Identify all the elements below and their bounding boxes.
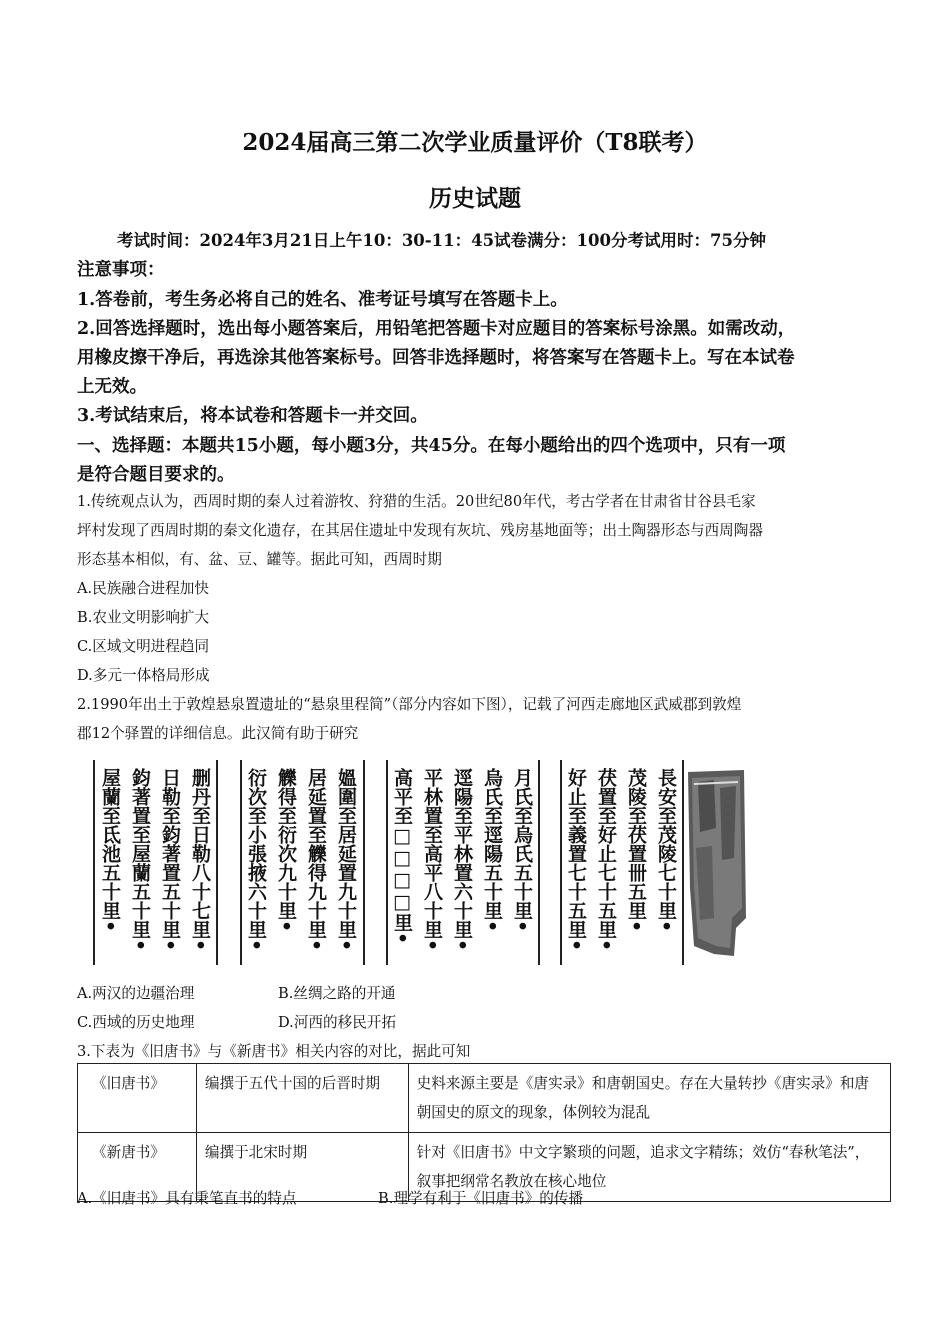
comparison-table <box>77 1063 891 1202</box>
exam-title: 2024届高三第二次学业质量评价（T8联考） <box>242 129 708 156</box>
slip-divider <box>240 760 242 965</box>
slip-column: 月氏至烏氏五十里• <box>511 768 533 933</box>
slip-column: 日勒至鈞著置五十里• <box>159 768 181 952</box>
table-cell: 针对《旧唐书》中文字繁琐的问题，追求文字精练；效仿“春秋笔法”，叙事把纲常名教放在核心地位 <box>408 1133 890 1202</box>
option-a: A.《旧唐书》具有秉笔直书的特点 <box>77 1190 297 1207</box>
section-heading: 是符合题目要求的。 <box>77 465 235 485</box>
table-cell: 《新唐书》 <box>78 1133 197 1202</box>
section-heading: 一、选择题：本题共15小题，每小题3分，共45分。在每小题给出的四个选项中，只有一项 <box>77 436 786 456</box>
question-text: 形态基本相似，有、盆、豆、罐等。据此可知，西周时期 <box>77 551 442 568</box>
table-cell: 史料来源主要是《唐实录》和唐朝国史。存在大量转抄《唐实录》和唐朝国史的原文的现象，体例较为混乱 <box>408 1064 890 1133</box>
bamboo-slip-figure <box>88 760 858 970</box>
notice-item: 2.回答选择题时，选出每小题答案后，用铅笔把答题卡对应题目的答案标号涂黑。如需改动， <box>77 319 796 339</box>
notice-item: 3.考试结束后，将本试卷和答题卡一并交回。 <box>77 406 428 426</box>
option-b: B.理学有利于《旧唐书》的传播 <box>378 1190 584 1207</box>
slip-column: 媼圍至居延置九十里• <box>335 768 357 952</box>
option-a: A.民族融合进程加快 <box>77 580 209 597</box>
notice-item: 上无效。 <box>77 377 147 397</box>
table-row <box>78 1064 891 1133</box>
question-text: 1.传统观点认为，西周时期的秦人过着游牧、狩猎的生活。20世纪80年代，考古学者在甘肃省甘谷县毛家 <box>77 493 756 510</box>
slip-divider <box>560 760 562 965</box>
notice-heading: 注意事项： <box>77 260 165 280</box>
question-text: 坪村发现了西周时期的秦文化遗存，在其居住遗址中发现有灰坑、残房基地面等；出土陶器形态与西周陶器 <box>77 522 763 539</box>
notice-item: 用橡皮擦干净后，再选涂其他答案标号。回答非选择题时，将答案写在答题卡上。写在本试卷 <box>77 348 795 368</box>
slip-column: 平林置至高平八十里• <box>421 768 443 952</box>
slip-column: 長安至茂陵七十里• <box>655 768 677 933</box>
slip-column: 居延置至觻得九十里• <box>305 768 327 952</box>
slip-column: 衍次至小張掖六十里• <box>245 768 267 952</box>
question-text: 郡12个驿置的详细信息。此汉简有助于研究 <box>77 725 359 742</box>
option-a: A.两汉的边疆治理 <box>77 985 195 1002</box>
bamboo-slip-photo <box>684 768 750 960</box>
exam-info: 考试时间：2024年3月21日上午10：30-11：45试卷满分：100分考试用时：75分钟 <box>117 231 766 250</box>
notice-item: 1.答卷前，考生务必将自己的姓名、准考证号填写在答题卡上。 <box>77 290 568 310</box>
slip-divider <box>363 760 365 965</box>
table-cell: 《旧唐书》 <box>78 1064 197 1133</box>
option-b: B.农业文明影响扩大 <box>77 609 210 626</box>
slip-column: 茯置至好止七十五里• <box>595 768 617 952</box>
option-d: D.多元一体格局形成 <box>77 667 210 684</box>
slip-column: 逕陽至平林置六十里• <box>451 768 473 952</box>
slip-column: 屋蘭至氐池五十里• <box>99 768 121 933</box>
table-cell: 编撰于五代十国的后晋时期 <box>196 1064 408 1133</box>
table-cell: 编撰于北宋时期 <box>196 1133 408 1202</box>
exam-subject: 历史试题 <box>429 185 521 212</box>
slip-column: 觻得至衍次九十里• <box>275 768 297 933</box>
option-d: D.河西的移民开拓 <box>278 1014 396 1031</box>
slip-divider <box>93 760 95 965</box>
slip-column: 高平至□□□□里• <box>391 768 413 945</box>
slip-column: 好止至義置七十五里• <box>565 768 587 952</box>
slip-column: 茂陵至茯置卌五里• <box>625 768 647 933</box>
question-text: 3.下表为《旧唐书》与《新唐书》相关内容的对比，据此可知 <box>77 1043 471 1060</box>
slip-column: 鈞著置至屋蘭五十里• <box>129 768 151 952</box>
slip-column: 烏氏至逕陽五十里• <box>481 768 503 933</box>
option-b: B.丝绸之路的开通 <box>278 985 396 1002</box>
slip-divider <box>216 760 218 965</box>
option-c: C.区域文明进程趋同 <box>77 638 210 655</box>
question-text: 2.1990年出土于敦煌悬泉置遗址的“悬泉里程简”（部分内容如下图），记载了河西走廊地区武威郡到敦煌 <box>77 696 742 713</box>
slip-divider <box>386 760 388 965</box>
option-c: C.西域的历史地理 <box>77 1014 195 1031</box>
slip-column: 删丹至日勒八十七里• <box>189 768 211 952</box>
slip-divider <box>538 760 540 965</box>
